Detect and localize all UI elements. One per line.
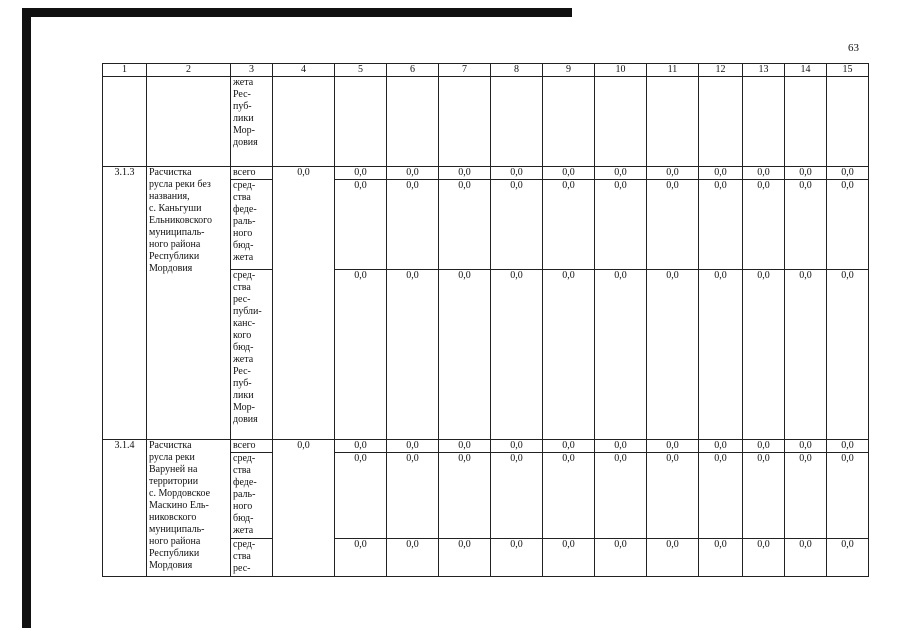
left-border-bar	[22, 8, 31, 628]
value-cell	[699, 77, 743, 167]
col4-value: 0,0	[273, 440, 335, 577]
value-cell: 0,0	[743, 270, 785, 440]
value-cell: 0,0	[647, 270, 699, 440]
value-cell	[827, 77, 869, 167]
continuation-row	[103, 77, 869, 167]
value-cell	[543, 77, 595, 167]
value-cell: 0,0	[595, 440, 647, 453]
name-cell	[147, 77, 231, 167]
value-cell: 0,0	[743, 539, 785, 577]
value-cell: 0,0	[335, 270, 387, 440]
budget-table	[102, 63, 869, 577]
value-cell: 0,0	[387, 167, 439, 180]
funding-source: сред- ства рес- публи- канс- кого бюд- жета Рес- пуб- лики Мор- довия	[231, 270, 273, 440]
value-cell: 0,0	[827, 270, 869, 440]
funding-source: всего	[231, 440, 273, 453]
value-cell: 0,0	[647, 440, 699, 453]
value-cell: 0,0	[387, 180, 439, 270]
funding-source: сред- ства рес-	[231, 539, 273, 577]
column-header-6: 6	[387, 64, 439, 77]
value-cell: 0,0	[699, 539, 743, 577]
value-cell: 0,0	[543, 167, 595, 180]
column-header-8: 8	[491, 64, 543, 77]
value-cell: 0,0	[743, 167, 785, 180]
column-header-13: 13	[743, 64, 785, 77]
value-cell: 0,0	[595, 167, 647, 180]
value-cell: 0,0	[543, 453, 595, 539]
column-header-11: 11	[647, 64, 699, 77]
funding-source: всего	[231, 167, 273, 180]
value-cell: 0,0	[647, 167, 699, 180]
value-cell	[785, 77, 827, 167]
value-cell: 0,0	[543, 539, 595, 577]
column-header-3: 3	[231, 64, 273, 77]
column-header-12: 12	[699, 64, 743, 77]
header-row	[103, 64, 869, 77]
item-name: Расчистка русла реки Варуней на территории с. Мордовское Маскино Ель- никовского муниципаль- ного района Республики Мордовия	[147, 440, 231, 577]
value-cell: 0,0	[387, 270, 439, 440]
value-cell: 0,0	[387, 453, 439, 539]
value-cell: 0,0	[785, 440, 827, 453]
value-cell	[335, 77, 387, 167]
value-cell: 0,0	[827, 440, 869, 453]
value-cell: 0,0	[827, 453, 869, 539]
value-cell: 0,0	[699, 167, 743, 180]
value-cell: 0,0	[439, 270, 491, 440]
value-cell: 0,0	[595, 453, 647, 539]
top-border-bar	[22, 8, 572, 17]
column-header-9: 9	[543, 64, 595, 77]
page-number: 63	[848, 42, 859, 54]
value-cell	[273, 77, 335, 167]
table-row	[103, 167, 869, 180]
value-cell: 0,0	[595, 539, 647, 577]
col4-value: 0,0	[273, 167, 335, 440]
value-cell: 0,0	[491, 270, 543, 440]
value-cell: 0,0	[743, 453, 785, 539]
value-cell: 0,0	[491, 167, 543, 180]
column-header-5: 5	[335, 64, 387, 77]
column-header-10: 10	[595, 64, 647, 77]
value-cell: 0,0	[699, 270, 743, 440]
value-cell: 0,0	[439, 167, 491, 180]
column-header-14: 14	[785, 64, 827, 77]
value-cell: 0,0	[827, 167, 869, 180]
value-cell: 0,0	[335, 539, 387, 577]
column-header-15: 15	[827, 64, 869, 77]
value-cell: 0,0	[387, 539, 439, 577]
value-cell	[647, 77, 699, 167]
table-row	[103, 440, 869, 453]
value-cell: 0,0	[543, 180, 595, 270]
value-cell: 0,0	[335, 440, 387, 453]
column-header-1: 1	[103, 64, 147, 77]
value-cell: 0,0	[491, 539, 543, 577]
value-cell: 0,0	[335, 453, 387, 539]
value-cell: 0,0	[491, 440, 543, 453]
value-cell: 0,0	[785, 539, 827, 577]
value-cell	[743, 77, 785, 167]
item-code: 3.1.4	[103, 440, 147, 577]
value-cell: 0,0	[699, 180, 743, 270]
value-cell: 0,0	[785, 180, 827, 270]
value-cell: 0,0	[491, 453, 543, 539]
value-cell: 0,0	[439, 539, 491, 577]
code-cell	[103, 77, 147, 167]
value-cell: 0,0	[827, 539, 869, 577]
value-cell: 0,0	[699, 440, 743, 453]
value-cell: 0,0	[827, 180, 869, 270]
value-cell: 0,0	[439, 453, 491, 539]
value-cell: 0,0	[543, 440, 595, 453]
value-cell: 0,0	[647, 453, 699, 539]
value-cell: 0,0	[335, 167, 387, 180]
funding-source: сред- ства феде- раль- ного бюд- жета	[231, 453, 273, 539]
funding-source: сред- ства феде- раль- ного бюд- жета	[231, 180, 273, 270]
value-cell	[491, 77, 543, 167]
value-cell: 0,0	[699, 453, 743, 539]
value-cell: 0,0	[543, 270, 595, 440]
value-cell: 0,0	[743, 180, 785, 270]
value-cell: 0,0	[335, 180, 387, 270]
value-cell: 0,0	[743, 440, 785, 453]
value-cell: 0,0	[785, 167, 827, 180]
column-header-7: 7	[439, 64, 491, 77]
value-cell	[439, 77, 491, 167]
value-cell: 0,0	[595, 180, 647, 270]
value-cell: 0,0	[439, 180, 491, 270]
value-cell: 0,0	[387, 440, 439, 453]
value-cell: 0,0	[439, 440, 491, 453]
value-cell: 0,0	[785, 453, 827, 539]
value-cell: 0,0	[647, 539, 699, 577]
value-cell: 0,0	[491, 180, 543, 270]
source-cell: жета Рес- пуб- лики Мор- довия	[231, 77, 273, 167]
item-name: Расчистка русла реки без названия, с. Каньгуши Ельниковского муниципаль- ного района Республики Мордовия	[147, 167, 231, 440]
value-cell	[387, 77, 439, 167]
column-header-2: 2	[147, 64, 231, 77]
value-cell: 0,0	[647, 180, 699, 270]
item-code: 3.1.3	[103, 167, 147, 440]
value-cell: 0,0	[785, 270, 827, 440]
value-cell: 0,0	[595, 270, 647, 440]
column-header-4: 4	[273, 64, 335, 77]
value-cell	[595, 77, 647, 167]
